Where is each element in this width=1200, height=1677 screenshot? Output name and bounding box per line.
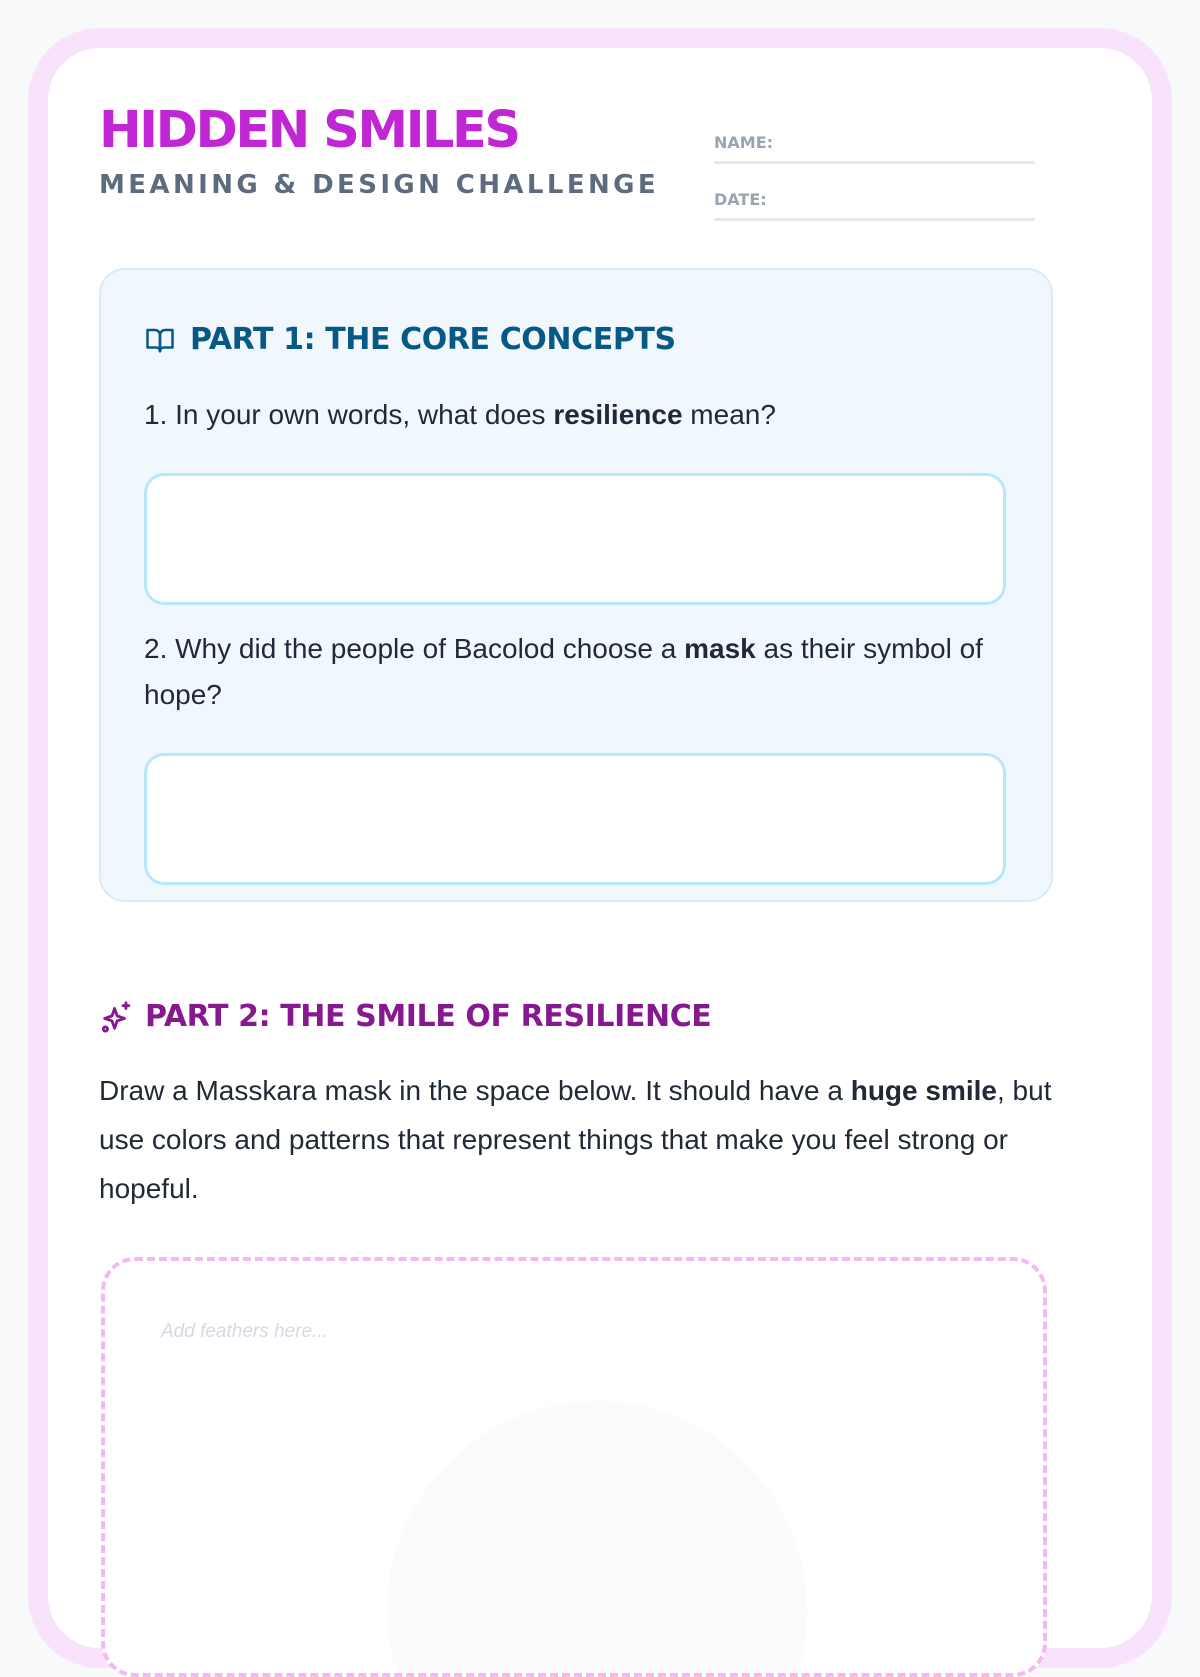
name-line[interactable]: [714, 161, 1035, 164]
instructions-text: Draw a Masskara mask in the space below. It should have a: [99, 1075, 851, 1106]
part1-title: PART 1: THE CORE CONCEPTS: [190, 322, 676, 357]
question-2-keyword: mask: [684, 633, 756, 664]
worksheet-title: HIDDEN SMILES: [99, 101, 519, 160]
name-label: NAME:: [714, 133, 774, 152]
date-label: DATE:: [714, 190, 767, 209]
worksheet-subtitle: MEANING & DESIGN CHALLENGE: [99, 170, 660, 200]
question-1-keyword: resilience: [553, 399, 683, 430]
drawing-area[interactable]: [101, 1257, 1047, 1677]
question-1: [144, 392, 1004, 438]
book-open-icon: [144, 325, 176, 355]
date-field[interactable]: [714, 192, 1035, 221]
mask-outline: [387, 1401, 807, 1677]
date-line[interactable]: [714, 218, 1035, 221]
instructions-keyword: huge smile: [850, 1075, 997, 1106]
part1-heading: [144, 322, 676, 357]
part1-section: [99, 268, 1053, 902]
question-1-end: mean?: [682, 399, 776, 430]
answer-box-2[interactable]: [144, 753, 1006, 885]
question-2-text: 2. Why did the people of Bacolod choose a: [144, 633, 685, 664]
part2-heading: [99, 1000, 711, 1034]
question-1-text: 1. In your own words, what does: [144, 399, 554, 430]
drawing-hint: Add feathers here...: [161, 1321, 328, 1342]
instructions-end: , but use colors and patterns that represent things that make you feel strong or hopeful.: [99, 1075, 1052, 1204]
name-field[interactable]: [714, 135, 1035, 164]
question-2: [144, 626, 1004, 718]
sparkles-icon: [99, 1000, 133, 1034]
answer-box-1[interactable]: [144, 473, 1006, 605]
part2-instructions: [99, 1066, 1059, 1213]
part2-title: PART 2: THE SMILE OF RESILIENCE: [145, 999, 712, 1034]
question-2-end: as their symbol of hope?: [144, 633, 983, 710]
